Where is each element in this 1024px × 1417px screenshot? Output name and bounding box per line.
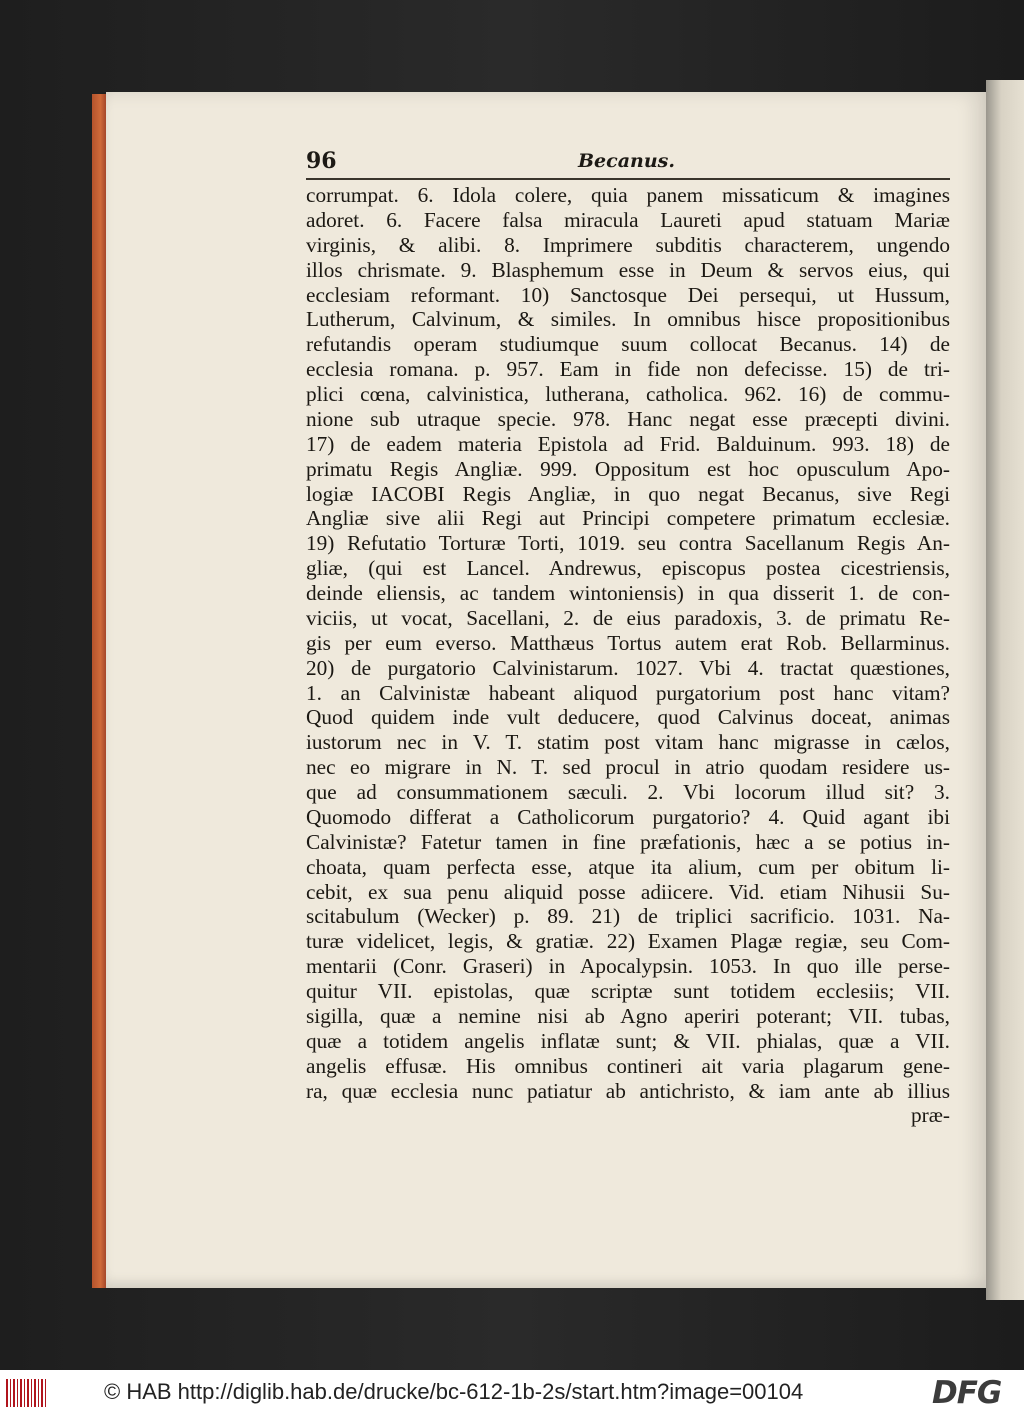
- text-line: refutandis operam studiumque suum collocat Becanus. 14) de: [306, 332, 950, 357]
- text-line: logiæ IACOBI Regis Angliæ, in quo negat Becanus, sive Regi: [306, 481, 950, 506]
- text-line: ecclesia romana. p. 957. Eam in fide non defecisse. 15) de tri-: [306, 357, 950, 382]
- book-edge: [92, 94, 106, 1288]
- text-line: que ad consummationem sæculi. 2. Vbi locorum illud sit? 3.: [306, 780, 950, 804]
- text-line: corrumpat. 6. Idola colere, quia panem missaticum & imagines: [306, 183, 950, 207]
- text-line: ra, quæ ecclesia nunc patiatur ab antichristo, & iam ante ab illius: [306, 1078, 950, 1103]
- text-line: gliæ, (qui est Lancel. Andrewus, episcopus postea cicestriensis,: [306, 556, 950, 581]
- text-line: 17) de eadem materia Epistola ad Frid. Balduinum. 993. 18) de: [306, 431, 950, 456]
- header-rule: [306, 178, 950, 180]
- text-line: 19) Refutatio Torturæ Torti, 1019. seu contra Sacellanum Regis An-: [306, 531, 950, 556]
- barcode-icon: [6, 1379, 48, 1407]
- text-line: iustorum nec in V. T. statim post vitam hanc migrasse in cælos,: [306, 730, 950, 755]
- text-line: mentarii (Conr. Graseri) in Apocalypsin. 1053. In quo ille perse-: [306, 954, 950, 979]
- text-line: ecclesiam reformant. 10) Sanctosque Dei persequi, ut Hussum,: [306, 282, 950, 307]
- dfg-logo: DFG: [932, 1375, 1002, 1411]
- text-line: cebit, ex sua penu aliquid posse adiicere. Vid. etiam Nihusii Su-: [306, 879, 950, 904]
- adjacent-page-margin: [990, 120, 1022, 1220]
- text-line: scitabulum (Wecker) p. 89. 21) de triplici sacrificio. 1031. Na-: [306, 904, 950, 929]
- text-line: nione sub utraque specie. 978. Hanc negat esse præcepti divini.: [306, 406, 950, 431]
- text-line: choata, quam perfecta esse, atque ita alium, cum per obitum li-: [306, 854, 950, 879]
- page-header: [306, 148, 946, 178]
- text-line: Angliæ sive alii Regi aut Principi competere primatum ecclesiæ.: [306, 506, 950, 531]
- page-number: 96: [306, 148, 337, 174]
- text-line: 1. an Calvinistæ habeant aliquod purgatorium post hanc vitam?: [306, 680, 950, 705]
- page-body-text: [306, 183, 950, 1128]
- text-line: virginis, & alibi. 8. Imprimere subditis characterem, ungendo: [306, 232, 950, 257]
- text-line: illos chrismate. 9. Blasphemum esse in Deum & servos eius, qui: [306, 257, 950, 282]
- copyright-url[interactable]: © HAB http://diglib.hab.de/drucke/bc-612-1b-2s/start.htm?image=00104: [104, 1379, 804, 1404]
- running-head: Becanus.: [578, 150, 675, 172]
- text-line: Lutherum, Calvinum, & similes. In omnibus hisce propositionibus: [306, 307, 950, 332]
- text-line: 20) de purgatorio Calvinistarum. 1027. Vbi 4. tractat quæstiones,: [306, 655, 950, 680]
- text-line: deinde eliensis, ac tandem wintoniensis) in qua disserit 1. de con-: [306, 581, 950, 605]
- text-line: gis per eum everso. Matthæus Tortus autem erat Rob. Bellarminus.: [306, 630, 950, 655]
- text-line: turæ videlicet, legis, & gratiæ. 22) Examen Plagæ regiæ, seu Com-: [306, 929, 950, 954]
- text-line: plici cœna, calvinistica, lutherana, catholica. 962. 16) de commu-: [306, 382, 950, 406]
- text-line: sigilla, quæ a nemine nisi ab Agno aperiri poterant; VII. tubas,: [306, 1003, 950, 1028]
- text-line: Calvinistæ? Fatetur tamen in fine præfationis, hæc a se potius in-: [306, 829, 950, 854]
- text-line: adoret. 6. Facere falsa miracula Laureti apud statuam Mariæ: [306, 207, 950, 232]
- text-line: quitur VII. epistolas, quæ scriptæ sunt totidem ecclesiis; VII.: [306, 979, 950, 1003]
- text-line: Quod quidem inde vult deducere, quod Calvinus doceat, animas: [306, 705, 950, 730]
- text-line: angelis effusæ. His omnibus contineri ait varia plagarum gene-: [306, 1053, 950, 1078]
- viewer-footer: [0, 1370, 1024, 1417]
- text-line: primatu Regis Angliæ. 999. Oppositum est hoc opusculum Apo-: [306, 456, 950, 481]
- text-line: Quomodo differat a Catholicorum purgatorio? 4. Quid agant ibi: [306, 804, 950, 829]
- text-line: viciis, ut vocat, Sacellani, 2. de eius paradoxis, 3. de primatu Re-: [306, 605, 950, 630]
- text-line: nec eo migrare in N. T. sed procul in atrio quodam residere us-: [306, 755, 950, 780]
- text-line: præ-: [910, 1103, 950, 1128]
- text-line: quæ a totidem angelis inflatæ sunt; & VII. phialas, quæ a VII.: [306, 1028, 950, 1053]
